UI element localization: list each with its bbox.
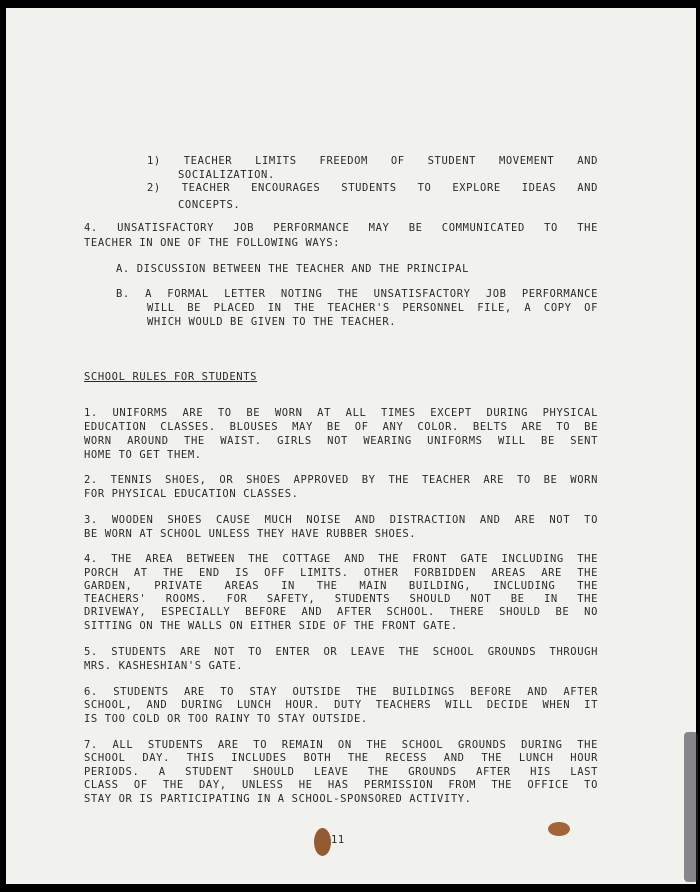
section4-option-b-cont: WILL BE PLACED IN THE TEACHER'S PERSONNEL FILE, A COPY OF [147, 302, 598, 314]
stain-mark-2 [548, 822, 570, 836]
rule-1-line-2: EDUCATION CLASSES. BLOUSES MAY BE OF ANY COLOR. BELTS ARE TO BE [84, 421, 598, 433]
rule-5-line-1: 5. STUDENTS ARE NOT TO ENTER OR LEAVE THE SCHOOL GROUNDS THROUGH [84, 646, 598, 658]
list-item-2-cont: CONCEPTS. [178, 199, 241, 211]
list-item-1-cont: SOCIALIZATION. [178, 169, 275, 181]
rule-6-line-2: SCHOOL, AND DURING LUNCH HOUR. DUTY TEACHERS WILL DECIDE WHEN IT [84, 699, 598, 711]
rule-4-line-1: 4. THE AREA BETWEEN THE COTTAGE AND THE FRONT GATE INCLUDING THE [84, 553, 598, 565]
rule-7-line-5: STAY OR IS PARTICIPATING IN A SCHOOL-SPONSORED ACTIVITY. [84, 793, 472, 805]
list-item-1: 1) TEACHER LIMITS FREEDOM OF STUDENT MOVEMENT AND [147, 155, 598, 167]
section4-paragraph: 4. UNSATISFACTORY JOB PERFORMANCE MAY BE COMMUNICATED TO THE [84, 222, 598, 234]
stain-mark [314, 828, 331, 856]
rule-4-line-2: PORCH AT THE END IS OFF LIMITS. OTHER FORBIDDEN AREAS ARE THE [84, 567, 598, 579]
section-heading: SCHOOL RULES FOR STUDENTS [84, 371, 258, 383]
rule-3-line-2: BE WORN AT SCHOOL UNLESS THEY HAVE RUBBER SHOES. [84, 528, 417, 540]
rule-4-line-4: TEACHERS' ROOMS. FOR SAFETY, STUDENTS SHOULD NOT BE IN THE [84, 593, 598, 605]
rule-6-line-1: 6. STUDENTS ARE TO STAY OUTSIDE THE BUILDINGS BEFORE AND AFTER [84, 686, 598, 698]
rule-7-line-1: 7. ALL STUDENTS ARE TO REMAIN ON THE SCHOOL GROUNDS DURING THE [84, 739, 598, 751]
page-edge-shadow [684, 732, 698, 882]
rule-2-line-1: 2. TENNIS SHOES, OR SHOES APPROVED BY THE TEACHER ARE TO BE WORN [84, 474, 598, 486]
rule-4-line-3: GARDEN, PRIVATE AREAS IN THE MAIN BUILDING, INCLUDING THE [84, 580, 598, 592]
rule-1-line-4: HOME TO GET THEM. [84, 449, 202, 461]
section4-option-b: B. A FORMAL LETTER NOTING THE UNSATISFACTORY JOB PERFORMANCE [116, 288, 598, 300]
rule-4-line-5: DRIVEWAY, ESPECIALLY BEFORE AND AFTER SCHOOL. THERE SHOULD BE NO [84, 606, 598, 618]
page-number: 11 [331, 834, 345, 846]
rule-3-line-1: 3. WOODEN SHOES CAUSE MUCH NOISE AND DISTRACTION AND ARE NOT TO [84, 514, 598, 526]
section4-option-b-cont2: WHICH WOULD BE GIVEN TO THE TEACHER. [147, 316, 397, 328]
rule-7-line-2: SCHOOL DAY. THIS INCLUDES BOTH THE RECESS AND THE LUNCH HOUR [84, 752, 598, 764]
list-item-2: 2) TEACHER ENCOURAGES STUDENTS TO EXPLORE IDEAS AND [147, 182, 598, 194]
rule-2-line-2: FOR PHYSICAL EDUCATION CLASSES. [84, 488, 299, 500]
rule-7-line-3: PERIODS. A STUDENT SHOULD LEAVE THE GROUNDS AFTER HIS LAST [84, 766, 598, 778]
rule-7-line-4: CLASS OF THE DAY, UNLESS HE HAS PERMISSION FROM THE OFFICE TO [84, 779, 598, 791]
section4-option-a: A. DISCUSSION BETWEEN THE TEACHER AND THE PRINCIPAL [116, 263, 469, 275]
section4-paragraph-cont: TEACHER IN ONE OF THE FOLLOWING WAYS: [84, 237, 341, 249]
rule-1-line-3: WORN AROUND THE WAIST. GIRLS NOT WEARING UNIFORMS WILL BE SENT [84, 435, 598, 447]
rule-6-line-3: IS TOO COLD OR TOO RAINY TO STAY OUTSIDE. [84, 713, 368, 725]
rule-1-line-1: 1. UNIFORMS ARE TO BE WORN AT ALL TIMES EXCEPT DURING PHYSICAL [84, 407, 598, 419]
rule-4-line-6: SITTING ON THE WALLS ON EITHER SIDE OF THE FRONT GATE. [84, 620, 458, 632]
rule-5-line-2: MRS. KASHESHIAN'S GATE. [84, 660, 244, 672]
